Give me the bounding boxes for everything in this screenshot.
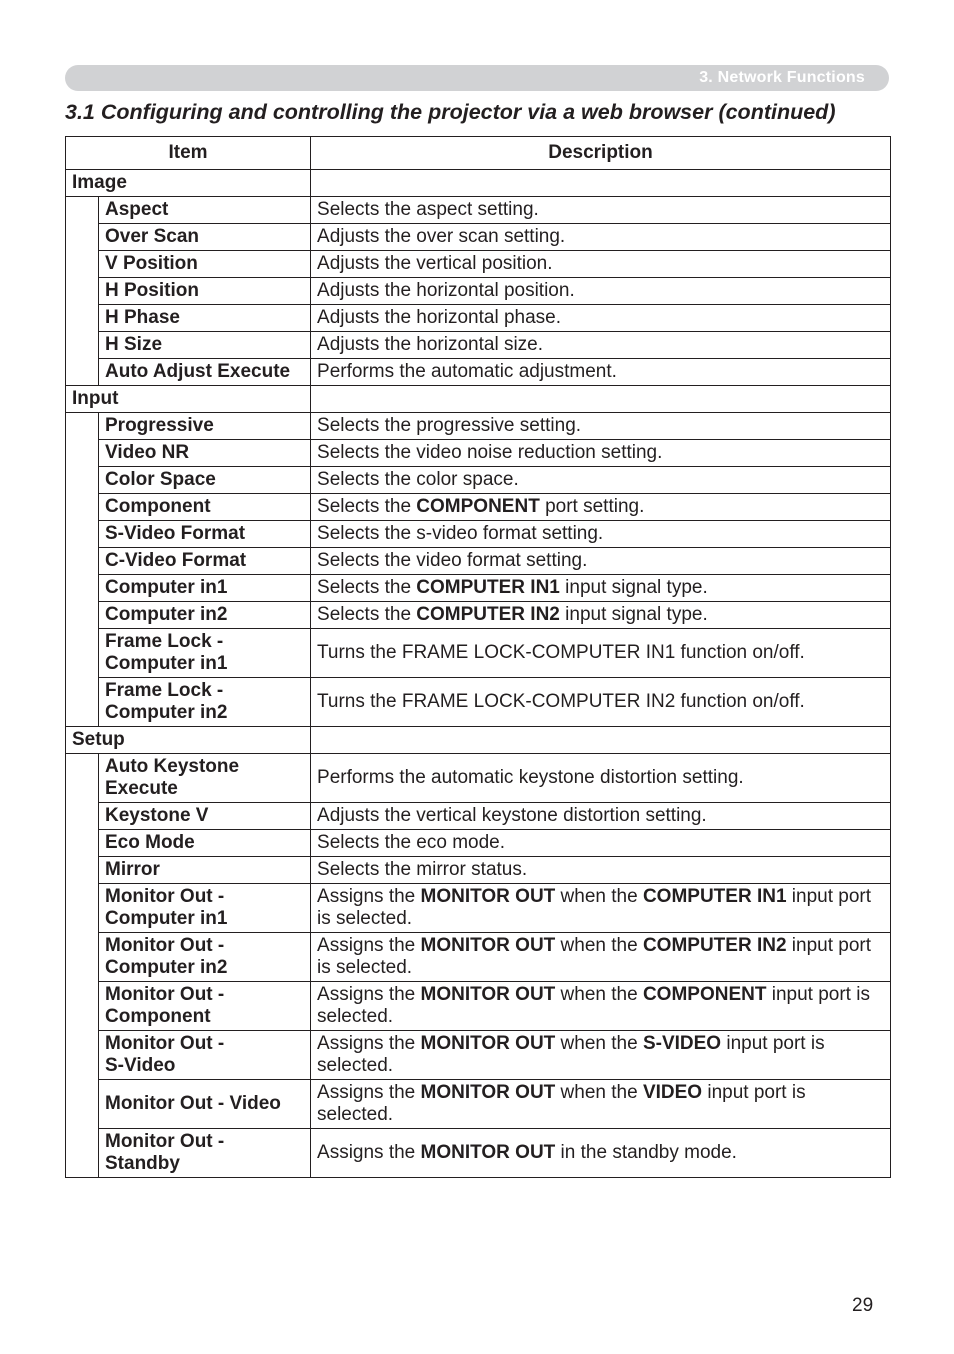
table-row [66,224,891,251]
table-row [66,359,891,386]
indent-cell [66,494,99,521]
group-description-cell [311,170,891,197]
indent-cell [66,1080,99,1129]
item-description: Selects the COMPONENT port setting. [311,494,891,521]
emphasized-term: MONITOR OUT [420,935,556,956]
settings-table [65,136,891,1178]
emphasized-term: MONITOR OUT [420,1033,556,1054]
item-description: Selects the video noise reduction setting. [311,440,891,467]
table-row [66,1129,891,1178]
table-row [66,1031,891,1080]
table-row [66,857,891,884]
indent-cell [66,278,99,305]
table-body [66,170,891,1178]
indent-cell [66,548,99,575]
section-header-bar [65,65,889,91]
item-name: Monitor Out - Video [99,1080,311,1129]
group-label: Image [66,170,311,197]
item-description: Assigns the MONITOR OUT in the standby mode. [311,1129,891,1178]
item-name: Video NR [99,440,311,467]
table-row [66,933,891,982]
item-name: Monitor Out - Component [99,982,311,1031]
emphasized-term: MONITOR OUT [420,984,556,1005]
emphasized-term: COMPONENT [416,496,540,517]
indent-cell [66,332,99,359]
table-row [66,440,891,467]
indent-cell [66,678,99,727]
item-description: Selects the s-video format setting. [311,521,891,548]
indent-cell [66,629,99,678]
table-row [66,678,891,727]
indent-cell [66,413,99,440]
group-label: Setup [66,727,311,754]
item-name: Monitor Out - Computer in2 [99,933,311,982]
item-description: Selects the eco mode. [311,830,891,857]
indent-cell [66,933,99,982]
indent-cell [66,359,99,386]
indent-cell [66,602,99,629]
table-row [66,548,891,575]
indent-cell [66,440,99,467]
group-description-cell [311,727,891,754]
emphasized-term: COMPUTER IN2 [416,604,560,625]
item-name: Monitor Out - Computer in1 [99,884,311,933]
item-description: Adjusts the vertical keystone distortion setting. [311,803,891,830]
item-description: Adjusts the horizontal size. [311,332,891,359]
indent-cell [66,803,99,830]
indent-cell [66,982,99,1031]
table-row [66,803,891,830]
item-description: Adjusts the vertical position. [311,251,891,278]
item-description: Assigns the MONITOR OUT when the VIDEO input port is selected. [311,1080,891,1129]
item-name: Auto Adjust Execute [99,359,311,386]
indent-cell [66,224,99,251]
indent-cell [66,830,99,857]
item-description: Assigns the MONITOR OUT when the COMPUTER IN2 input port is selected. [311,933,891,982]
item-description: Assigns the MONITOR OUT when the COMPONENT input port is selected. [311,982,891,1031]
indent-cell [66,197,99,224]
indent-cell [66,1129,99,1178]
emphasized-term: VIDEO [642,1082,703,1103]
table-row [66,1080,891,1129]
group-row [66,170,891,197]
item-name: H Phase [99,305,311,332]
page-title: 3.1 Configuring and controlling the projector via a web browser (continued) [65,100,836,124]
table-row [66,413,891,440]
table-row [66,521,891,548]
table-row [66,494,891,521]
emphasized-term: COMPONENT [642,984,767,1005]
section-header-label: 3. Network Functions [699,69,865,86]
emphasized-term: COMPUTER IN2 [642,935,787,956]
item-description: Performs the automatic adjustment. [311,359,891,386]
indent-cell [66,521,99,548]
table-row [66,197,891,224]
table-row [66,305,891,332]
emphasized-term: MONITOR OUT [420,1142,556,1163]
item-name: C-Video Format [99,548,311,575]
item-name: Monitor Out - S-Video [99,1031,311,1080]
item-description: Selects the progressive setting. [311,413,891,440]
item-name: Monitor Out - Standby [99,1129,311,1178]
table-row [66,332,891,359]
indent-cell [66,857,99,884]
group-description-cell [311,386,891,413]
item-name: Eco Mode [99,830,311,857]
group-row [66,386,891,413]
emphasized-term: MONITOR OUT [420,1082,556,1103]
item-name: Progressive [99,413,311,440]
table-row [66,278,891,305]
table-row [66,575,891,602]
group-label: Input [66,386,311,413]
item-name: Component [99,494,311,521]
table-row [66,467,891,494]
description-column-header: Description [311,137,891,170]
item-description: Turns the FRAME LOCK-COMPUTER IN1 function on/off. [311,629,891,678]
page-number: 29 [852,1295,874,1316]
indent-cell [66,1031,99,1080]
item-description: Selects the COMPUTER IN2 input signal type. [311,602,891,629]
table-row [66,830,891,857]
table-row [66,884,891,933]
indent-cell [66,467,99,494]
item-description: Adjusts the over scan setting. [311,224,891,251]
item-name: Frame Lock - Computer in1 [99,629,311,678]
item-name: H Position [99,278,311,305]
item-description: Turns the FRAME LOCK-COMPUTER IN2 function on/off. [311,678,891,727]
emphasized-term: MONITOR OUT [420,886,556,907]
item-name: Mirror [99,857,311,884]
indent-cell [66,251,99,278]
item-description: Adjusts the horizontal position. [311,278,891,305]
item-name: Over Scan [99,224,311,251]
item-description: Selects the color space. [311,467,891,494]
table-header-row [66,137,891,170]
item-name: Computer in1 [99,575,311,602]
item-name: H Size [99,332,311,359]
group-row [66,727,891,754]
table-row [66,982,891,1031]
item-description: Adjusts the horizontal phase. [311,305,891,332]
item-description: Selects the mirror status. [311,857,891,884]
table-row [66,754,891,803]
indent-cell [66,575,99,602]
item-name: Keystone V [99,803,311,830]
indent-cell [66,884,99,933]
table-row [66,629,891,678]
item-description: Selects the aspect setting. [311,197,891,224]
item-name: Color Space [99,467,311,494]
item-description: Selects the video format setting. [311,548,891,575]
item-description: Selects the COMPUTER IN1 input signal type. [311,575,891,602]
item-name: V Position [99,251,311,278]
emphasized-term: COMPUTER IN1 [642,886,787,907]
table-row [66,602,891,629]
item-name: Frame Lock - Computer in2 [99,678,311,727]
indent-cell [66,305,99,332]
item-name: S-Video Format [99,521,311,548]
item-name: Auto Keystone Execute [99,754,311,803]
emphasized-term: COMPUTER IN1 [416,577,560,598]
item-description: Performs the automatic keystone distortion setting. [311,754,891,803]
item-description: Assigns the MONITOR OUT when the COMPUTER IN1 input port is selected. [311,884,891,933]
item-name: Aspect [99,197,311,224]
item-name: Computer in2 [99,602,311,629]
emphasized-term: S-VIDEO [642,1033,722,1054]
item-description: Assigns the MONITOR OUT when the S-VIDEO input port is selected. [311,1031,891,1080]
item-column-header: Item [66,137,311,170]
table-row [66,251,891,278]
indent-cell [66,754,99,803]
